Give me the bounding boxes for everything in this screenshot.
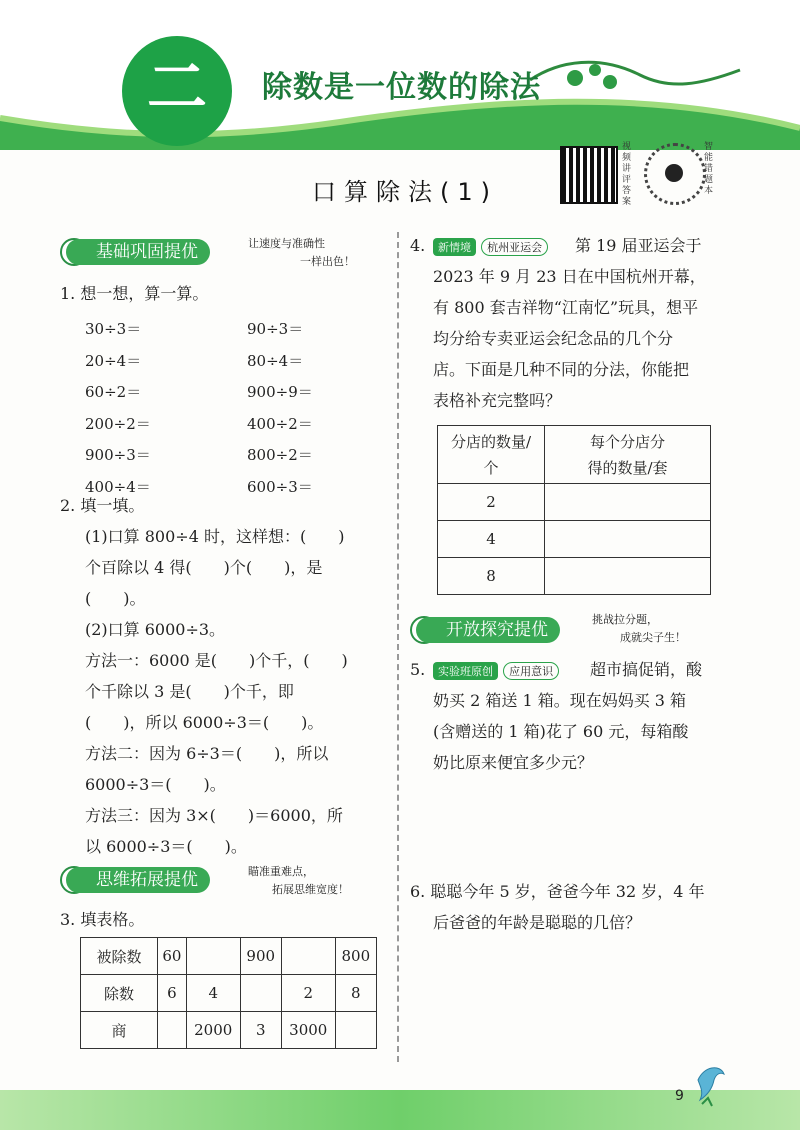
q4-table bbox=[437, 425, 711, 595]
q4-line: 有 800 套吉祥物“江南忆”玩具，想平 bbox=[433, 298, 699, 317]
q4-number: 4. bbox=[410, 236, 426, 255]
q1-item: 400÷2＝ bbox=[247, 414, 313, 433]
lesson-title: 口算除法(1) bbox=[312, 178, 498, 206]
smart-book-logo-icon bbox=[665, 164, 683, 182]
q1-item: 20÷4＝ bbox=[85, 351, 142, 370]
q5-tag-skill: 应用意识 bbox=[503, 662, 559, 680]
table-cell: 3000 bbox=[281, 1012, 335, 1049]
chapter-title: 除数是一位数的除法 bbox=[262, 70, 541, 105]
table-cell: 被除数 bbox=[81, 938, 158, 975]
table-cell: 6 bbox=[158, 975, 187, 1012]
q2-line: 个百除以 4 得( )个( )，是 bbox=[85, 558, 323, 577]
table-cell bbox=[186, 938, 240, 975]
q6-body bbox=[410, 876, 760, 938]
answer-cell[interactable] bbox=[545, 484, 711, 521]
table-header: 每个分店分得的数量/套 bbox=[545, 426, 711, 484]
q4-tags bbox=[433, 236, 548, 256]
q1-item: 900÷3＝ bbox=[85, 446, 151, 464]
column-divider bbox=[397, 232, 399, 1062]
qr-code-icon[interactable] bbox=[560, 146, 618, 204]
q2-title: 2. 填一填。 bbox=[60, 496, 145, 515]
q5-line: 奶比原来便宜多少元？ bbox=[433, 753, 594, 772]
table-row bbox=[438, 521, 711, 558]
q5-tags bbox=[433, 660, 559, 680]
table-cell bbox=[158, 1012, 187, 1049]
table-cell: 商 bbox=[81, 1012, 158, 1049]
table-row bbox=[438, 484, 711, 521]
q2-line: 方法一：6000 是( )个千，( ) bbox=[85, 651, 348, 670]
table-cell: 60 bbox=[158, 938, 187, 975]
q5-number: 5. bbox=[410, 660, 426, 679]
section-thinking-note-1: 瞄准重难点， bbox=[248, 865, 314, 878]
q3-title: 3. 填表格。 bbox=[60, 910, 145, 929]
q5-tag-original: 实验班原创 bbox=[433, 662, 498, 680]
section-open-label: 开放探究提优 bbox=[416, 617, 560, 643]
table-cell: 3 bbox=[240, 1012, 281, 1049]
table-cell bbox=[281, 938, 335, 975]
chapter-badge: 二 bbox=[122, 36, 232, 146]
q4-tag-new-context: 新情境 bbox=[433, 238, 476, 256]
table-row bbox=[438, 426, 711, 484]
q2-body bbox=[85, 521, 385, 862]
table-cell: 8 bbox=[438, 558, 545, 595]
q2-line: ( )。 bbox=[85, 589, 146, 608]
answer-cell[interactable] bbox=[545, 558, 711, 595]
q1-item: 30÷3＝ bbox=[85, 320, 142, 338]
section-thinking-note-2: 拓展思维宽度！ bbox=[272, 883, 349, 896]
page-number: 9 bbox=[675, 1088, 684, 1104]
table-cell bbox=[240, 975, 281, 1012]
table-cell: 2 bbox=[281, 975, 335, 1012]
table-header: 分店的数量/个 bbox=[438, 426, 545, 484]
table-cell: 4 bbox=[186, 975, 240, 1012]
q2-line: (2)口算 6000÷3。 bbox=[85, 620, 226, 639]
q1-item: 900÷9＝ bbox=[247, 383, 313, 401]
qr-video-note: 视频讲评答案 bbox=[622, 142, 632, 207]
q5-line: 超市搞促销，酸 bbox=[590, 660, 703, 679]
q1-item: 200÷2＝ bbox=[85, 414, 151, 433]
table-cell: 900 bbox=[240, 938, 281, 975]
q6-line: 后爸爸的年龄是聪聪的几倍？ bbox=[433, 913, 642, 932]
q1-item: 60÷2＝ bbox=[85, 383, 142, 401]
q2-line: 个千除以 3 是( )个千，即 bbox=[85, 682, 294, 701]
q4-line: 店。下面是几种不同的分法，你能把 bbox=[433, 360, 690, 379]
table-row bbox=[81, 975, 377, 1012]
q1-item: 800÷2＝ bbox=[247, 446, 313, 464]
q4-body bbox=[433, 261, 753, 416]
answer-cell[interactable] bbox=[545, 521, 711, 558]
q2-line: 方法二：因为 6÷3＝( )，所以 bbox=[85, 744, 329, 763]
q1-item: 600÷3＝ bbox=[247, 477, 313, 496]
q4-line: 均分给专卖亚运会纪念品的几个分 bbox=[433, 329, 674, 348]
q3-table bbox=[80, 937, 377, 1049]
q5-line: 奶买 2 箱送 1 箱。现在妈妈买 3 箱 bbox=[433, 691, 687, 710]
table-cell: 2 bbox=[438, 484, 545, 521]
section-basic-note-2: 一样出色！ bbox=[300, 255, 355, 268]
q4-tag-topic: 杭州亚运会 bbox=[481, 238, 548, 256]
q1-item: 90÷3＝ bbox=[247, 320, 304, 338]
section-basic-note-1: 让速度与准确性 bbox=[248, 237, 325, 250]
q2-line: 6000÷3＝( )。 bbox=[85, 775, 226, 794]
q4-line: 表格补充完整吗？ bbox=[433, 391, 562, 410]
section-open-note-2: 成就尖子生！ bbox=[620, 631, 686, 644]
q2-line: 方法三：因为 3×( )＝6000，所 bbox=[85, 806, 343, 825]
table-cell: 除数 bbox=[81, 975, 158, 1012]
q1-item: 400÷4＝ bbox=[85, 477, 151, 496]
q6-line: 6. 聪聪今年 5 岁，爸爸今年 32 岁，4 年 bbox=[410, 882, 705, 901]
table-cell: 4 bbox=[438, 521, 545, 558]
dolphin-icon bbox=[690, 1060, 730, 1110]
table-cell bbox=[335, 1012, 376, 1049]
q4-line: 2023 年 9 月 23 日在中国杭州开幕， bbox=[433, 267, 706, 286]
table-row bbox=[81, 938, 377, 975]
table-cell: 800 bbox=[335, 938, 376, 975]
section-basic-label: 基础巩固提优 bbox=[66, 239, 210, 265]
q2-line: (1)口算 800÷4 时，这样想：( ) bbox=[85, 527, 345, 546]
q1-left-column bbox=[85, 314, 151, 503]
smart-book-note: 智能错题本 bbox=[704, 142, 714, 196]
q1-item: 80÷4＝ bbox=[247, 351, 304, 370]
q5-body bbox=[433, 685, 753, 778]
q2-line: ( )，所以 6000÷3＝( )。 bbox=[85, 713, 324, 732]
q1-right-column bbox=[247, 314, 313, 503]
table-row bbox=[81, 1012, 377, 1049]
table-cell: 2000 bbox=[186, 1012, 240, 1049]
q2-line: 以 6000÷3＝( )。 bbox=[85, 837, 247, 856]
table-cell: 8 bbox=[335, 975, 376, 1012]
table-row bbox=[438, 558, 711, 595]
section-open-note-1: 挑战拉分题， bbox=[592, 613, 658, 626]
section-thinking-label: 思维拓展提优 bbox=[66, 867, 210, 893]
q1-title: 1. 想一想，算一算。 bbox=[60, 284, 209, 303]
q4-line: 第 19 届亚运会于 bbox=[575, 236, 702, 255]
q5-line: (含赠送的 1 箱)花了 60 元，每箱酸 bbox=[433, 722, 689, 741]
